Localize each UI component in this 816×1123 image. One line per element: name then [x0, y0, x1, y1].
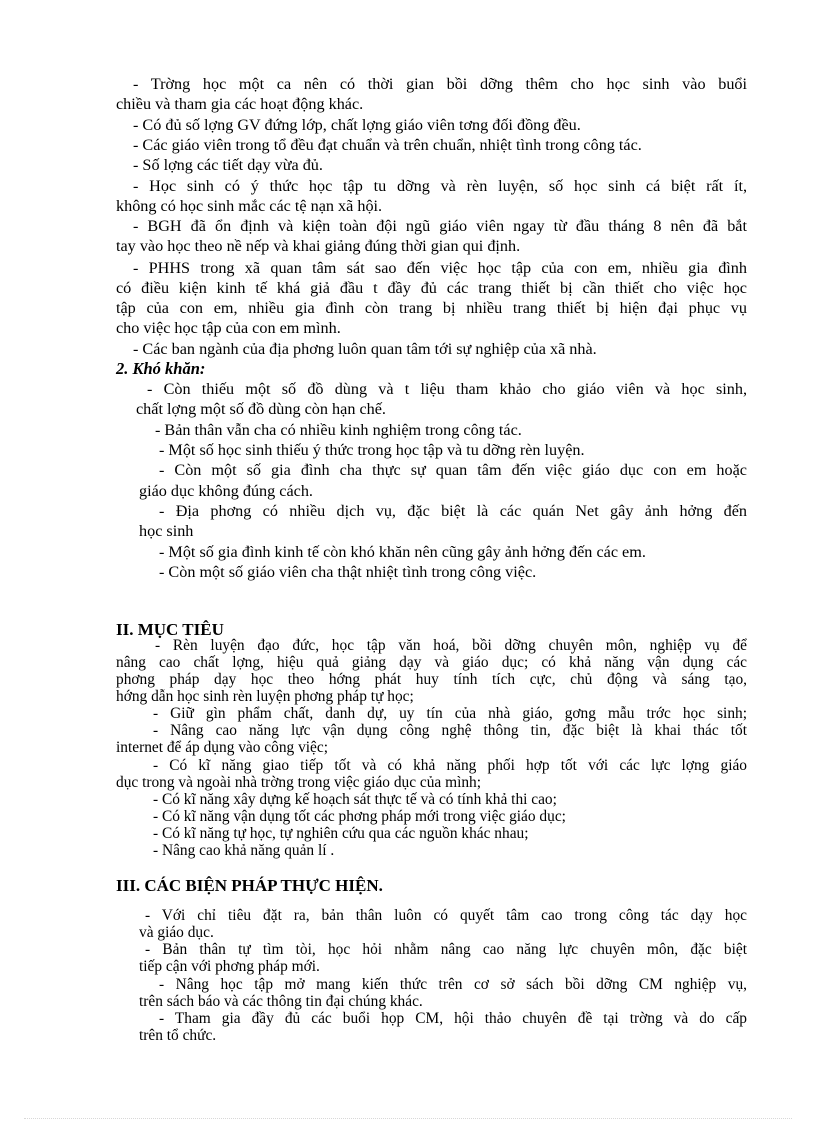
text-line: cho việc học tập của con em mình. — [116, 319, 341, 337]
text-line: - Bản thân vẫn cha có nhiều kinh nghiệm trong công tác. — [155, 421, 522, 439]
text-line: - Học sinh có ý thức học tập tu dỡng và rèn luyện, số học sinh cá biệt rất ít, — [133, 177, 747, 195]
text-line: tiếp cận với phơng pháp mới. — [139, 958, 320, 975]
text-line: - Rèn luyện đạo đức, học tập văn hoá, bồi dỡng chuyên môn, nghiệp vụ để — [155, 637, 747, 654]
text-line: tay vào học theo nề nếp và khai giảng đúng thời gian qui định. — [116, 237, 521, 255]
text-line: - BGH đã ổn định và kiện toàn đội ngũ giáo viên ngay từ đầu tháng 8 nên đã bắt — [133, 217, 747, 235]
text-line: giáo dục không đúng cách. — [139, 482, 313, 500]
text-line: - Có kĩ năng giao tiếp tốt và có khả năng phối hợp tốt với các lực lợng giáo — [153, 757, 747, 774]
text-line: - Có kĩ năng tự học, tự nghiên cứu qua các nguồn khác nhau; — [153, 825, 529, 842]
text-line: - Nâng học tập mở mang kiến thức trên cơ sở sách bồi dỡng CM nghiệp vụ, — [159, 976, 747, 993]
text-line: - Giữ gìn phẩm chất, danh dự, uy tín của nhà giáo, gơng mẫu trớc học sinh; — [153, 705, 747, 722]
text-line: - Số lợng các tiết dạy vừa đủ. — [133, 156, 323, 174]
page-bottom-divider — [24, 1118, 792, 1119]
text-line: - Còn thiếu một số đồ dùng và t liệu tham khảo cho giáo viên và học sinh, — [147, 380, 747, 398]
muc-tieu-heading: II. MỤC TIÊU — [116, 620, 224, 639]
text-line: - PHHS trong xã quan tâm sát sao đến việc học tập của con em, nhiều gia đình — [133, 259, 747, 277]
text-line: - Các giáo viên trong tổ đều đạt chuẩn và trên chuẩn, nhiệt tình trong công tác. — [133, 136, 642, 154]
text-line: không có học sinh mắc các tệ nạn xã hội. — [116, 197, 383, 215]
kho-khan-heading: 2. Khó khăn: — [116, 359, 206, 378]
text-line: - Tham gia đầy đủ các buổi họp CM, hội thảo chuyên đề tại trờng và do cấp — [159, 1010, 747, 1027]
text-line: trên sách báo và các thông tin đại chúng khác. — [139, 993, 423, 1010]
text-line: chất lợng một số đồ dùng còn hạn chế. — [136, 400, 386, 418]
text-line: - Một số học sinh thiếu ý thức trong học tập và tu dỡng rèn luyện. — [159, 441, 585, 459]
text-line: - Còn một số gia đình cha thực sự quan tâm đến việc giáo dục con em hoặc — [159, 461, 747, 479]
text-line: - Có kĩ năng vận dụng tốt các phơng pháp mới trong việc giáo dục; — [153, 808, 566, 825]
text-line: - Với chỉ tiêu đặt ra, bản thân luôn có quyết tâm cao trong công tác dạy học — [145, 907, 747, 924]
text-line: học sinh — [139, 522, 194, 540]
text-line: - Nâng cao khả năng quản lí . — [153, 842, 335, 859]
text-line: - Trờng học một ca nên có thời gian bồi dỡng thêm cho học sinh vào buổi — [133, 75, 747, 93]
text-line: - Địa phơng có nhiều dịch vụ, đặc biệt là các quán Net gây ảnh hởng đến — [159, 502, 747, 520]
text-line: - Có kĩ năng xây dựng kế hoạch sát thực tế và có tính khả thi cao; — [153, 791, 557, 808]
text-line: nâng cao chất lợng, hiệu quả giảng dạy và giáo dục; có khả năng vận dụng các — [116, 654, 747, 671]
text-line: - Một số gia đình kinh tế còn khó khăn nên cũng gây ảnh hởng đến các em. — [159, 543, 646, 561]
text-line: internet để áp dụng vào công việc; — [116, 739, 328, 756]
text-line: - Có đủ số lợng GV đứng lớp, chất lợng giáo viên tơng đối đồng đều. — [133, 116, 581, 134]
text-line: có điều kiện kinh tế khá giả đầu t đầy đủ các trang thiết bị cần thiết cho việc học — [116, 279, 747, 297]
text-line: trên tổ chức. — [139, 1027, 217, 1044]
text-line: tập của con em, nhiều gia đình còn trang bị nhiều trang thiết bị hiện đại phục vụ — [116, 299, 747, 317]
text-line: - Còn một số giáo viên cha thật nhiệt tình trong công việc. — [159, 563, 537, 581]
text-line: và giáo dục. — [139, 924, 214, 941]
bien-phap-heading: III. CÁC BIỆN PHÁP THỰC HIỆN. — [116, 876, 383, 895]
text-line: - Nâng cao năng lực vận dụng công nghệ thông tin, đặc biệt là khai thác tốt — [153, 722, 747, 739]
text-line: phơng pháp dạy học theo hớng phát huy tính tích cực, chủ động và sáng tạo, — [116, 671, 747, 688]
text-line: - Các ban ngành của địa phơng luôn quan tâm tới sự nghiệp của xã nhà. — [133, 340, 597, 358]
text-line: chiều và tham gia các hoạt động khác. — [116, 95, 364, 113]
text-line: dục trong và ngoài nhà trờng trong việc giáo dục của mình; — [116, 774, 482, 791]
text-line: hớng dẫn học sinh rèn luyện phơng pháp tự học; — [116, 688, 414, 705]
text-line: - Bản thân tự tìm tòi, học hỏi nhằm nâng cao năng lực chuyên môn, đặc biệt — [145, 941, 747, 958]
